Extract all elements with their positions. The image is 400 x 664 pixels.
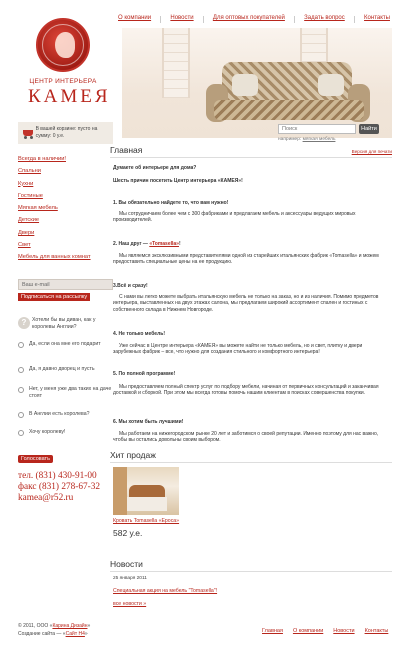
footer-nav-about[interactable]: О компании xyxy=(292,628,324,634)
print-version-link[interactable]: Версия для печати xyxy=(351,149,392,154)
poll-option[interactable] xyxy=(18,411,113,423)
menu-item-kitchens[interactable]: Кухни xyxy=(18,180,34,187)
bed-sheet xyxy=(127,497,167,511)
reason-3-title: 3.Всё и сразу! xyxy=(113,283,148,289)
developer-link[interactable]: Сайт Н4 xyxy=(65,631,85,637)
poll-question: Хотели бы вы диван, как у королевы Англии? xyxy=(32,316,96,330)
bed-photo[interactable] xyxy=(113,467,179,515)
email-field[interactable]: Ваш e-mail xyxy=(18,279,113,290)
footer-nav-contacts[interactable]: Контакты xyxy=(364,628,389,634)
photo-wall xyxy=(113,467,127,515)
poll-option[interactable] xyxy=(18,366,113,380)
reason-3-text: С нами вы легко можете выбрать итальянскую мебель не только на заказ, но и из наличия. Помимо предметов интерьера, выставленных на двух этажах салона, мы предлагаем широкий ассортимент спален и гостиных с собственного склада в Нижнем Новгороде. xyxy=(113,294,379,313)
product-name-link[interactable]: Кровать Tomasella «Ероса» xyxy=(113,518,180,524)
cameo-seal-icon xyxy=(36,18,90,72)
window-curtain xyxy=(162,28,190,98)
nav-ask-question[interactable]: Задать вопрос xyxy=(304,15,345,21)
reason-1-text: Мы сотрудничаем более чем с 300 фабриками и предлагаем мебель и аксессуары ведущих мировых производителей. xyxy=(113,211,356,224)
menu-item-lighting[interactable]: Свет xyxy=(18,242,31,249)
search-input[interactable]: Поиск xyxy=(278,124,356,134)
search-hint-link[interactable]: мягкая мебель xyxy=(302,137,336,142)
page-title: Главная xyxy=(110,145,143,155)
footer-nav xyxy=(262,628,388,634)
question-mark-icon: ? xyxy=(18,317,30,329)
nav-separator xyxy=(354,16,355,23)
hero-sofa-image xyxy=(122,28,392,138)
made-by-prefix: Создание сайта — « xyxy=(18,631,66,637)
fax-number: факс (831) 278-67-32 xyxy=(18,481,101,492)
search-button[interactable]: Найти xyxy=(359,124,379,134)
search-box xyxy=(278,124,382,142)
reason-2-title-text: 2. Наш друг — xyxy=(113,241,150,247)
menu-item-bathroom[interactable]: Мебель для ванных комнат xyxy=(18,254,91,261)
phone-number: тел. (831) 430-91-00 xyxy=(18,470,97,481)
menu-item-in-stock[interactable]: Всегда в наличии! xyxy=(18,156,66,162)
reason-5-title: 5. По полной программе! xyxy=(113,371,176,377)
company-link[interactable]: Карина Дизайн xyxy=(52,623,88,629)
reason-1-title: 1. Вы обязательно найдете то, что вам нужно! xyxy=(113,200,229,206)
radio-button[interactable] xyxy=(18,387,24,393)
poll-option-label: Да, я давно дворец и пусть xyxy=(29,365,95,372)
contact-email[interactable]: kamea@r52.ru xyxy=(18,492,74,503)
main-content xyxy=(110,145,392,607)
reason-4-text: Уже сейчас в Центре интерьера «КАМЕЯ» вы можете найти не только мебель, но и свет, плитку и двери зарубежных фабрик – все, что нужно для создания стильного и комфортного интерьера! xyxy=(113,343,363,356)
basket-wheel xyxy=(30,136,33,139)
poll-option-label: Хочу королеву! xyxy=(29,428,66,435)
radio-button[interactable] xyxy=(18,412,24,418)
poll-option-label: В Англии есть королева? xyxy=(29,410,90,417)
copyright-suffix: » xyxy=(87,623,91,629)
hits-heading: Хит продаж xyxy=(110,450,392,463)
logo-tagline: ЦЕНТР ИНТЕРЬЕРА xyxy=(29,78,97,85)
cameo-head-icon xyxy=(55,32,75,58)
news-date: 25 января 2011 xyxy=(113,576,147,581)
menu-item-living-rooms[interactable]: Гостиные xyxy=(18,192,43,199)
basket-wheel xyxy=(24,136,27,139)
reason-5-text: Мы предоставляем полный спектр услуг по подбору мебели, начиная от первичных консультаций и заканчивая доставкой и сборкой. При этом мы всегда готовы помочь нашим клиентам в поисках совершенства покупки. xyxy=(113,384,379,397)
logo-brand: КАМЕЯ xyxy=(28,86,111,107)
cart-panel[interactable] xyxy=(18,122,113,144)
reason-2-title xyxy=(113,241,389,247)
nav-wholesale[interactable]: Для оптовых покупателей xyxy=(212,15,285,21)
shopping-basket-icon xyxy=(22,128,32,138)
intro-heading: Думаете об интерьере для дома? xyxy=(113,165,197,171)
poll-option[interactable] xyxy=(18,429,113,439)
radio-button[interactable] xyxy=(18,342,24,348)
footer-nav-home[interactable]: Главная xyxy=(262,628,283,634)
poll-option[interactable] xyxy=(18,341,113,360)
menu-item-doors[interactable]: Двери xyxy=(18,229,35,236)
poll-option-label: Да, если она мне его подарит xyxy=(29,340,101,347)
reasons-heading: Шесть причин посетить Центр интерьера «КАМЕЯ»! xyxy=(113,178,243,184)
news-item-link[interactable]: Специальная акция на мебель "Tomasella"! xyxy=(113,588,218,594)
page-header xyxy=(110,145,392,158)
nav-separator xyxy=(160,16,161,23)
nav-news[interactable]: Новости xyxy=(170,15,194,21)
reason-4-title: 4. Не только мебель! xyxy=(113,331,165,337)
made-by-suffix: » xyxy=(84,631,88,637)
poll-option-label: Нет, у меня уже два таких на даче стоят xyxy=(29,385,112,399)
nav-separator xyxy=(294,16,295,23)
reason-6-text: Мы работаем на нижегородском рынке 20 лет и заботимся о своей репутации. Именно поэтому для нас важно, чтобы вы остались довольны своим выбором. xyxy=(113,431,379,444)
nav-separator xyxy=(203,16,204,23)
footer xyxy=(18,622,390,662)
nav-contacts[interactable]: Контакты xyxy=(364,15,390,21)
copyright-prefix: © 2011, ООО « xyxy=(18,623,53,629)
sofa-pillow xyxy=(318,74,344,96)
footer-nav-news[interactable]: Новости xyxy=(333,628,355,634)
product-price: 582 у.е. xyxy=(113,528,143,538)
hit-product-card[interactable] xyxy=(113,467,183,538)
top-nav xyxy=(118,15,390,25)
reason-6-title: 6. Мы хотим быть лучшими! xyxy=(113,419,184,425)
reason-2-title-end: ! xyxy=(178,241,181,247)
sofa-pillow xyxy=(232,74,258,96)
tomasella-link[interactable]: «Tomasella» xyxy=(149,241,179,247)
contact-block xyxy=(18,471,113,504)
search-hint xyxy=(278,137,382,142)
poll-widget xyxy=(18,317,113,463)
reason-2-text: Мы являемся эксклюзивными представителями одной из старейших итальянских фабрик «Tomasella» и можем предоставить специальные цены на ее продукцию. xyxy=(113,253,379,266)
news-heading: Новости xyxy=(110,559,392,572)
cart-summary: В вашей корзине: пусто на сумму: 0 у.е. xyxy=(35,126,98,139)
subscribe-button[interactable]: Подписаться на рассылку xyxy=(18,293,90,301)
nav-about[interactable]: О компании xyxy=(118,15,152,21)
menu-item-soft-furniture[interactable]: Мягкая мебель xyxy=(18,205,58,212)
menu-item-kids[interactable]: Детские xyxy=(18,217,40,224)
poll-option[interactable] xyxy=(18,386,113,405)
vote-button[interactable]: Голосовать xyxy=(18,455,53,463)
radio-button[interactable] xyxy=(18,367,24,373)
site-logo[interactable] xyxy=(28,18,111,118)
left-sidebar xyxy=(18,122,113,504)
radio-button[interactable] xyxy=(18,430,24,436)
menu-item-bedrooms[interactable]: Спальни xyxy=(18,168,41,175)
search-hint-prefix: например: xyxy=(278,137,302,142)
sofa-seat xyxy=(214,100,364,120)
catalog-menu xyxy=(18,156,113,267)
all-news-link[interactable]: все новости » xyxy=(113,601,147,607)
